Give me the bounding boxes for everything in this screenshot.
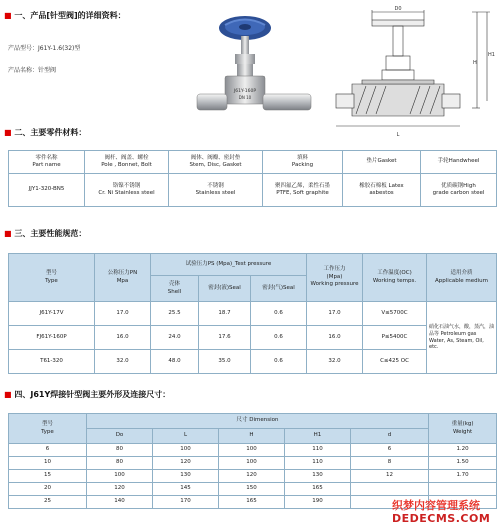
dim-cell: 25 [9,496,87,509]
perf-header-shell-en: Shell [167,288,182,295]
dim-cell: 100 [87,470,153,483]
parts-header-cell [421,151,497,174]
parts-header-en: Part name [32,162,61,168]
section-1-title [4,10,126,21]
dim-header-type-en: Type [41,428,54,435]
perf-cell-temp: V≤5700C [363,302,427,326]
dim-cell: 120 [153,457,219,470]
model-line: 产品型号：J61Y-1.6(32)型 [8,45,81,52]
dim-label-l: L [396,132,400,138]
dim-cell: 15 [9,470,87,483]
dim-cell: 165 [285,483,351,496]
dim-cell: 190 [285,496,351,509]
dim-cell: 80 [87,457,153,470]
bullet-icon: ■ [4,229,12,238]
dimensions-table [8,413,497,509]
perf-header-shell [151,276,199,302]
perf-header-seal-liquid: 密封(液)Seal [199,276,251,302]
parts-header-cn: 填料 [296,154,308,161]
dim-cell: 165 [219,496,285,509]
perf-header-work [307,254,363,302]
dim-cell: 6 [9,444,87,457]
perf-cell-temp: C≤425 OC [363,350,427,374]
parts-header-en: Packing [291,162,314,168]
parts-cell-cn: 不锈钢 [207,182,224,189]
perf-cell-seal-liquid: 18.7 [199,302,251,326]
perf-cell-type: T61-320 [9,350,95,374]
valve-tag: J61Y-160P [233,89,257,94]
perf-header-temp [363,254,427,302]
perf-row [9,350,497,374]
perf-header-temp-cn: 工作温度(OC) [377,270,412,277]
perf-cell-type: J61Y-17V [9,302,95,326]
perf-header-work-en: Working pressure [310,281,359,288]
dim-cell: 110 [285,457,351,470]
parts-table [8,150,497,207]
perf-header-temp-en: Working temps. [372,277,417,284]
parts-row [9,174,497,207]
perf-cell-seal-liquid: 17.6 [199,326,251,350]
perf-cell-seal-gas: 0.6 [251,350,307,374]
dim-label-h1: H1 [488,52,495,58]
parts-header-cell [169,151,263,174]
dim-cell: 145 [153,483,219,496]
bullet-icon: ■ [4,128,12,137]
dim-header-d: d [351,429,429,444]
perf-header-work-cn: 工作压力 [323,266,346,273]
perf-header-test: 试验压力PS (Mpa)_Test pressure [151,254,307,276]
dim-header-dimension: 尺寸 Dimension [87,414,429,429]
dim-row [9,470,497,483]
dim-header-row [9,414,497,429]
dim-cell: 130 [285,470,351,483]
dim-header-weight-cn: 重量(kg) [451,421,474,428]
perf-header-type-en: Type [45,277,58,284]
perf-cell-type: FJ61Y-160P [9,326,95,350]
dim-header-l: L [153,429,219,444]
section-3-title-text: 三、主要性能规范： [14,229,87,238]
perf-header-pn-unit: Mpa [116,277,129,284]
performance-table [8,253,497,374]
dim-cell: 1.20 [429,444,497,457]
parts-cell-cn: 铬镍不锈钢 [112,182,141,189]
parts-header-cn: 阀体、阀瓣、密封垫 [190,154,241,161]
perf-header-medium [427,254,497,302]
perf-cell-pn: 17.0 [95,302,151,326]
dim-cell [351,483,429,496]
dim-cell: 130 [153,470,219,483]
parts-cell-cn: 优质碳钢High [441,182,476,189]
parts-header-en: Stem, Disc, Gasket [189,162,242,168]
perf-header-type [9,254,95,302]
parts-header-cn: 零件名称 [35,154,58,161]
perf-cell-shell: 24.0 [151,326,199,350]
parts-header-cell [85,151,169,174]
technical-drawing [332,6,497,141]
dim-cell [429,483,497,496]
parts-header-cell [263,151,343,174]
parts-cell-en: grade carbon steel [432,190,485,196]
dim-header-h1: H1 [285,429,351,444]
dim-row [9,444,497,457]
dim-cell: 140 [87,496,153,509]
parts-cell-cn: 聚四氟乙烯，柔性石墨 [274,182,330,189]
section-2-title [4,127,86,138]
section-4-title-text: 四、J61Y焊接针型阀主要外形及连接尺寸： [14,390,171,399]
watermark-line-1: 织梦内容管理系统 [392,499,480,512]
dim-cell: 120 [219,470,285,483]
dim-header-weight-en: Weight [452,428,473,435]
parts-cell [421,174,497,207]
bullet-icon: ■ [4,390,12,399]
perf-row [9,302,497,326]
section-1-title-text: 一、产品[针型阀]的详细资料： [14,11,126,20]
perf-header-row [9,254,497,276]
dim-header-weight [429,414,497,444]
dim-header-h: H [219,429,285,444]
dim-cell: 100 [219,444,285,457]
parts-cell [343,174,421,207]
perf-header-seal-gas: 密封(气)Seal [251,276,307,302]
name-line: 产品名称：针型阀 [8,67,57,74]
perf-cell-pn: 16.0 [95,326,151,350]
parts-cell-en: PTFE, Soft graphite [276,190,329,196]
dim-cell: 110 [285,444,351,457]
parts-cell-en: Cr. Ni Stainless steel [98,190,155,196]
perf-cell-seal-gas: 0.6 [251,302,307,326]
parts-cell [169,174,263,207]
dim-label-d0: D0 [394,6,402,12]
dim-cell: 20 [9,483,87,496]
perf-header-pn [95,254,151,302]
parts-cell [263,174,343,207]
perf-cell-temp: P≤5400C [363,326,427,350]
dim-cell: 1.50 [429,457,497,470]
section-4-title [4,389,170,400]
section-2-title-text: 二、主要零件材料： [14,128,87,137]
parts-cell-en: asbestos [369,190,394,196]
perf-cell-work: 17.0 [307,302,363,326]
parts-cell-cn: 橡胶石棉板 Latex [359,182,404,189]
dim-header-do: Do [87,429,153,444]
section-3-title [4,228,86,239]
dim-cell: 100 [153,444,219,457]
valve-photo [195,10,315,128]
dim-cell: 170 [153,496,219,509]
valve-tag-size: DN 10 [238,95,252,100]
dim-cell: 1.70 [429,470,497,483]
watermark-line-2: DEDECMS.COM [392,512,491,525]
perf-header-shell-cn: 壳体 [168,281,180,288]
dim-cell: 10 [9,457,87,470]
dim-cell: 80 [87,444,153,457]
dim-cell: 6 [351,444,429,457]
dim-cell: 120 [87,483,153,496]
perf-cell-work: 16.0 [307,326,363,350]
dim-row [9,483,497,496]
perf-cell-work: 32.0 [307,350,363,374]
parts-header-cn: 垫片Gasket [366,158,397,165]
dim-cell: 12 [351,470,429,483]
perf-row [9,326,497,350]
dim-row [9,457,497,470]
perf-header-work-unit: (Mpa) [326,273,343,280]
dim-cell: 100 [219,457,285,470]
perf-cell-shell: 25.5 [151,302,199,326]
parts-cell [85,174,169,207]
perf-cell-seal-liquid: 35.0 [199,350,251,374]
dim-cell: 150 [219,483,285,496]
perf-header-pn-cn: 公称压力PN [107,270,138,277]
parts-header-en: Pole , Bonnet, Bolt [101,162,152,168]
dim-cell: 8 [351,457,429,470]
parts-row-label: JJY1-320-BN5 [9,174,85,207]
bullet-icon: ■ [4,11,12,20]
dim-header-type-cn: 型号 [41,421,53,428]
parts-header-cn: 手轮Handwheel [437,158,480,165]
perf-cell-medium: 硝化石油气水，酸，蒸汽，油品等 Petroleum gas Water, As, Steam, Oil, etc. [427,302,497,374]
perf-header-type-cn: 型号 [45,270,57,277]
perf-cell-seal-gas: 0.6 [251,326,307,350]
parts-header-cn: 阀杆、阀盖、螺栓 [104,154,149,161]
parts-header-cell [343,151,421,174]
dim-header-type [9,414,87,444]
dim-label-h: H [473,60,477,66]
parts-cell-en: Stainless steel [195,190,236,196]
perf-cell-pn: 32.0 [95,350,151,374]
perf-cell-shell: 48.0 [151,350,199,374]
parts-header-cell [9,151,85,174]
parts-header-row [9,151,497,174]
perf-header-medium-en: Applicable medium [435,277,488,284]
perf-header-medium-cn: 适用介质 [450,270,473,277]
